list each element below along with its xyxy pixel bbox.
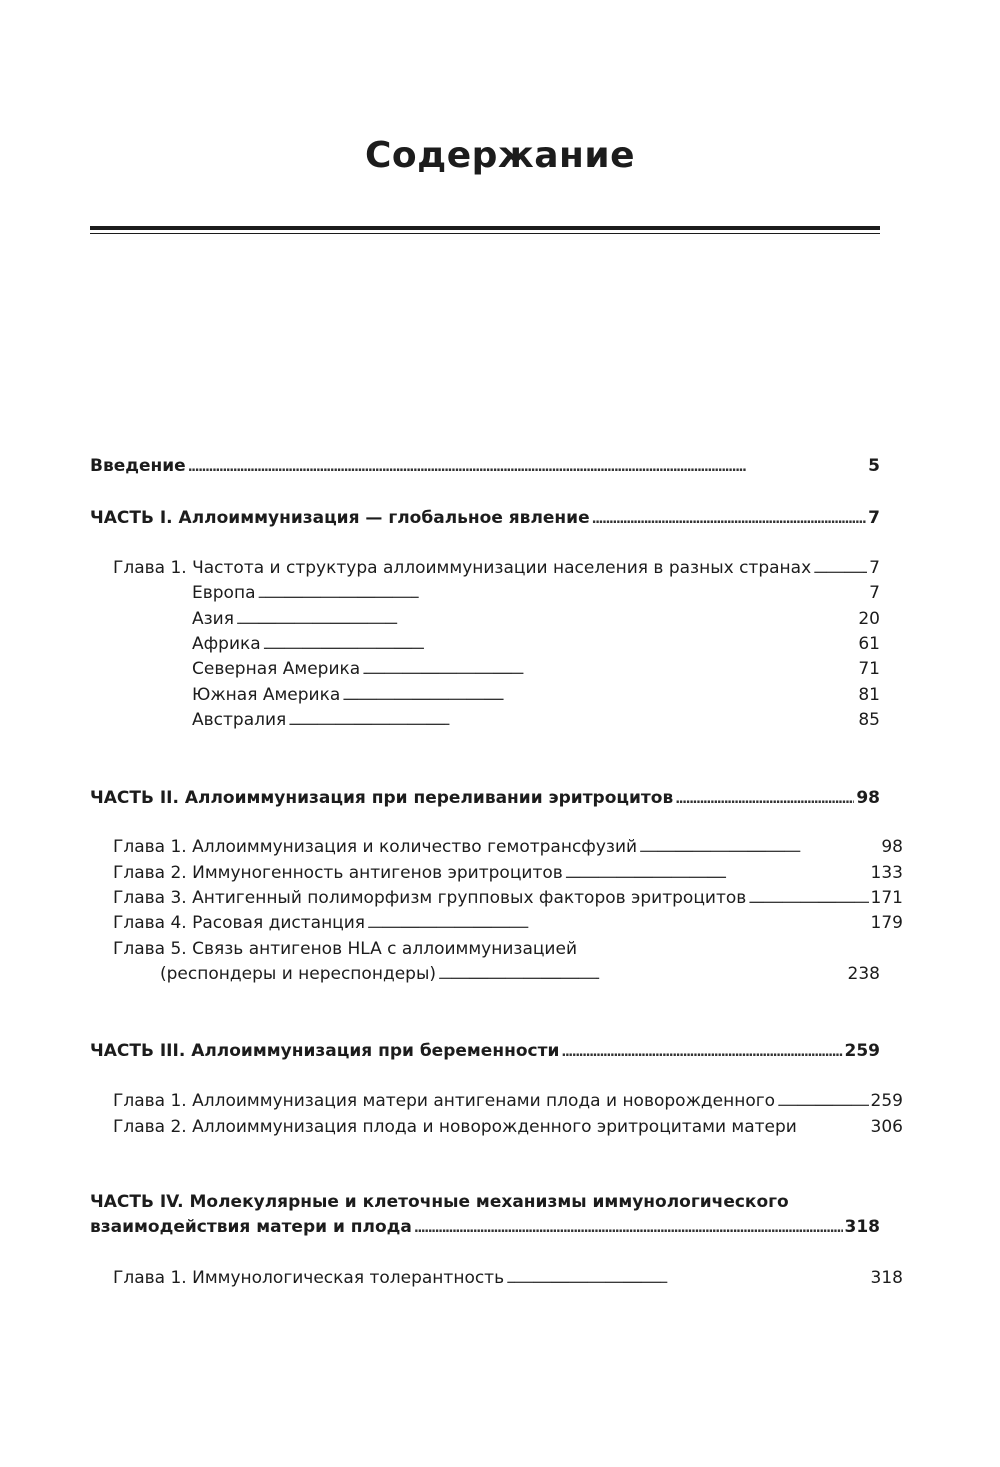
dot-leader: [675, 785, 854, 813]
toc-page-number: 179: [870, 913, 903, 933]
toc-entry-label: Глава 1. Аллоиммунизация и количество гемотрансфузий: [113, 837, 638, 857]
dot-leader: [777, 1088, 868, 1116]
toc-entry-label: Глава 1. Частота и структура аллоиммунизации населения в разных странах: [113, 558, 812, 578]
toc-page-number: 171: [870, 888, 903, 908]
toc-page-number: 318: [844, 1217, 880, 1237]
dot-leader: [748, 885, 868, 913]
toc-page-number: 318: [870, 1268, 903, 1288]
dot-leader: [236, 606, 856, 634]
toc-entry-label: Северная Америка: [192, 659, 361, 679]
toc-entry-label: Южная Америка: [192, 685, 341, 705]
toc-entry-label: Глава 2. Аллоиммунизация плода и новорожденного эритроцитами матери: [113, 1117, 797, 1137]
toc-entry-label: Глава 2. Иммуногенность антигенов эритроцитов: [113, 863, 563, 883]
dot-leader: [813, 555, 867, 583]
dot-leader: [288, 707, 856, 735]
toc-entry-label: (респондеры и нереспондеры): [160, 964, 437, 984]
page-title: Содержание: [364, 135, 636, 176]
toc-entry-label: ЧАСТЬ III. Аллоиммунизация при беременности: [90, 1041, 560, 1061]
toc-page-number: 98: [856, 788, 880, 808]
toc-page-number: 7: [869, 558, 880, 578]
dot-leader: [188, 453, 866, 481]
toc-part-4[interactable]: [90, 1214, 880, 1240]
dot-leader: [592, 505, 867, 533]
toc-page-number: 20: [858, 609, 880, 629]
toc-subentry[interactable]: [90, 580, 880, 606]
toc-subentry[interactable]: [90, 631, 880, 657]
toc-page-number: 133: [870, 863, 903, 883]
toc-chapter[interactable]: [90, 860, 903, 886]
dot-leader: [263, 631, 857, 659]
toc-entry-label: взаимодействия матери и плода: [90, 1217, 412, 1237]
dot-leader: [565, 860, 869, 888]
toc-page-number: 238: [847, 964, 880, 984]
dot-leader: [414, 1214, 843, 1242]
toc-chapter[interactable]: [90, 961, 880, 987]
toc-page-number: 85: [858, 710, 880, 730]
title-rule-thin: [90, 233, 880, 234]
toc-page-number: 61: [858, 634, 880, 654]
toc-entry-label: Австралия: [192, 710, 287, 730]
toc-page-number: 306: [870, 1117, 903, 1137]
toc-subentry[interactable]: [90, 656, 880, 682]
dot-leader: [506, 1265, 868, 1293]
dot-leader: [257, 580, 867, 608]
toc-page-number: 71: [858, 659, 880, 679]
toc-chapter[interactable]: [90, 1265, 903, 1291]
toc-subentry[interactable]: [90, 606, 880, 632]
toc-chapter-line1[interactable]: Глава 5. Связь антигенов HLA с аллоиммунизацией: [113, 939, 577, 959]
toc-entry-label: ЧАСТЬ I. Аллоиммунизация — глобальное явление: [90, 508, 590, 528]
toc-chapter[interactable]: [90, 910, 903, 936]
dot-leader: [342, 682, 856, 710]
toc-entry-label: ЧАСТЬ II. Аллоиммунизация при переливании эритроцитов: [90, 788, 674, 808]
toc-chapter[interactable]: [90, 1114, 903, 1140]
toc-entry-label: Африка: [192, 634, 261, 654]
toc-chapter[interactable]: [90, 1088, 903, 1114]
toc-subentry[interactable]: [90, 707, 880, 733]
toc-chapter[interactable]: [90, 885, 903, 911]
toc-entry-label: Европа: [192, 583, 256, 603]
title-rule-thick: [90, 226, 880, 230]
toc-page-number: 7: [868, 508, 880, 528]
dot-leader: [362, 656, 856, 684]
toc-part-3[interactable]: [90, 1038, 880, 1064]
toc-entry-label: Глава 1. Аллоиммунизация матери антигенами плода и новорожденного: [113, 1091, 776, 1111]
toc-chapter[interactable]: [90, 555, 880, 581]
toc-entry-label: Глава 3. Антигенный полиморфизм групповых факторов эритроцитов: [113, 888, 747, 908]
toc-entry-label: Глава 4. Расовая дистанция: [113, 913, 366, 933]
toc-entry-intro[interactable]: [90, 453, 880, 479]
dot-leader: [438, 961, 846, 989]
toc-entry-label: Введение: [90, 456, 186, 476]
dot-leader: [561, 1038, 842, 1066]
toc-part-4-line1[interactable]: ЧАСТЬ IV. Молекулярные и клеточные механизмы иммунологического: [90, 1192, 789, 1212]
toc-page-number: 7: [869, 583, 880, 603]
toc-page-number: 5: [868, 456, 880, 476]
toc-part-2[interactable]: [90, 785, 880, 811]
toc-chapter[interactable]: [90, 834, 903, 860]
toc-page-number: 81: [858, 685, 880, 705]
dot-leader: [639, 834, 879, 862]
toc-page-number: 259: [870, 1091, 903, 1111]
toc-part-1[interactable]: [90, 505, 880, 531]
toc-entry-label: Азия: [192, 609, 234, 629]
dot-leader: [367, 910, 869, 938]
toc-page-number: 98: [881, 837, 903, 857]
toc-page-number: 259: [844, 1041, 880, 1061]
toc-subentry[interactable]: [90, 682, 880, 708]
toc-entry-label: Глава 1. Иммунологическая толерантность: [113, 1268, 505, 1288]
